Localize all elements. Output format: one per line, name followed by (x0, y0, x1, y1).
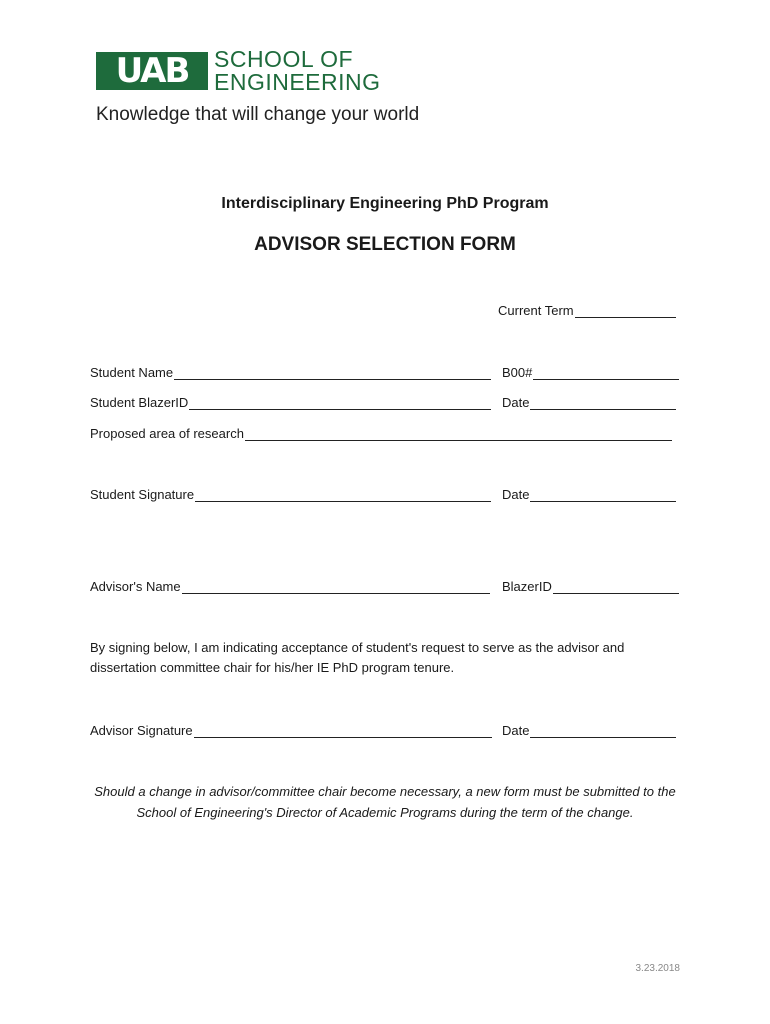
logo-text (214, 48, 381, 94)
logo-line-2: ENGINEERING (214, 69, 381, 95)
advisor-name-label: Advisor's Name (90, 579, 181, 594)
advisor-name-field (90, 576, 490, 594)
student-name-input[interactable] (174, 365, 491, 380)
advisor-signature-field (90, 720, 492, 738)
blazer-id-label: Student BlazerID (90, 395, 189, 410)
advisor-blazer-id-label: BlazerID (502, 579, 552, 594)
student-name-label: Student Name (90, 365, 174, 380)
research-area-field (90, 423, 672, 441)
date-input-2[interactable] (530, 487, 676, 502)
student-signature-field (90, 484, 491, 502)
date-field-1 (502, 392, 676, 410)
date-input-1[interactable] (530, 395, 676, 410)
tagline: Knowledge that will change your world (96, 104, 420, 125)
advisor-signature-label: Advisor Signature (90, 723, 193, 738)
advisor-blazer-id-input[interactable] (553, 579, 679, 594)
date-label-3: Date (502, 723, 530, 738)
acceptance-statement: By signing below, I am indicating acceptance of student's request to serve as the advisor and dissertation committee chair for his/her IE PhD program tenure. (90, 640, 625, 675)
date-label-2: Date (502, 487, 530, 502)
b00-input[interactable] (533, 365, 679, 380)
student-signature-input[interactable] (195, 487, 491, 502)
research-area-label: Proposed area of research (90, 426, 244, 441)
student-signature-label: Student Signature (90, 487, 195, 502)
current-term-label: Current Term (498, 303, 574, 318)
blazer-id-input[interactable] (189, 395, 491, 410)
logo-line-1: SCHOOL OF (214, 46, 354, 72)
date-field-3 (502, 720, 676, 738)
date-field-2 (502, 484, 676, 502)
advisor-name-input[interactable] (182, 579, 490, 594)
change-note: Should a change in advisor/committee chair become necessary, a new form must be submitted to the School of Engineering's Director of Academic Programs during the term of the change. (94, 784, 676, 820)
student-name-field (90, 362, 491, 380)
uab-logo-mark: UAB (96, 52, 208, 90)
program-title: Interdisciplinary Engineering PhD Program (221, 195, 549, 212)
revision-date: 3.23.2018 (635, 963, 680, 974)
research-area-input[interactable] (245, 426, 672, 441)
current-term-input[interactable] (575, 303, 676, 318)
date-label-1: Date (502, 395, 530, 410)
current-term-field (498, 300, 676, 318)
advisor-signature-input[interactable] (194, 723, 492, 738)
advisor-blazer-id-field (502, 576, 679, 594)
form-title: ADVISOR SELECTION FORM (254, 234, 516, 255)
uab-logo (96, 48, 386, 98)
date-input-3[interactable] (530, 723, 676, 738)
blazer-id-field (90, 392, 491, 410)
b00-field (502, 362, 679, 380)
b00-label: B00# (502, 365, 533, 380)
